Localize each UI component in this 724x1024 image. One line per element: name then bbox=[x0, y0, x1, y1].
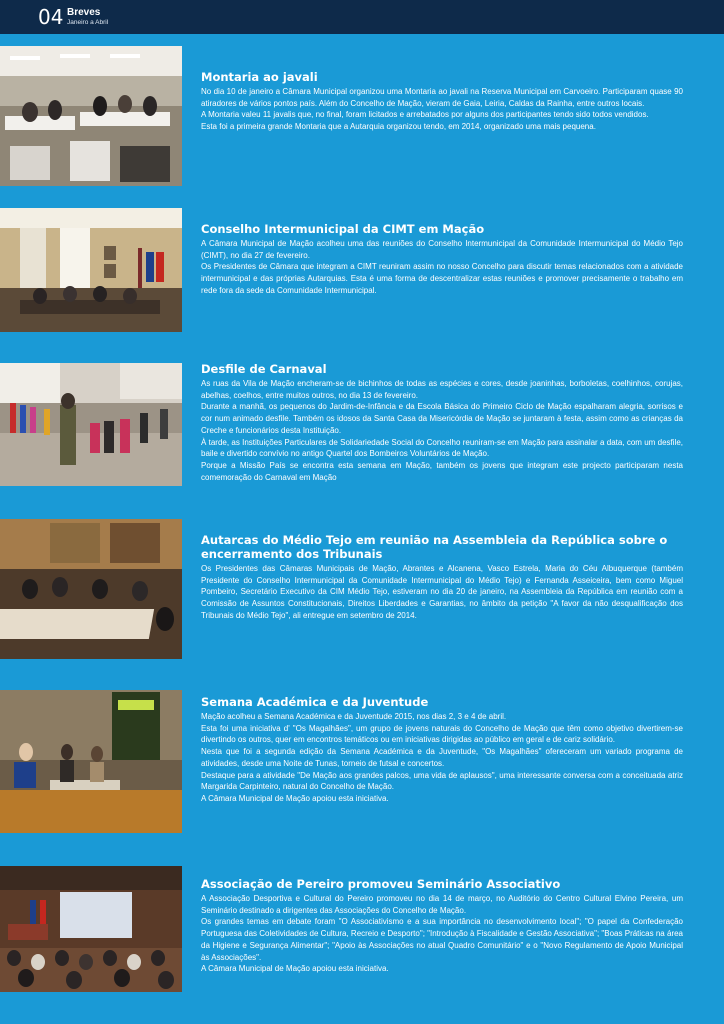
photo-council-meeting bbox=[0, 208, 182, 332]
article-text bbox=[201, 362, 683, 483]
page-header bbox=[0, 0, 724, 34]
section-title: Breves bbox=[67, 7, 101, 18]
article-paragraph: A Montaria valeu 11 javalis que, no final, foram licitados e arrebatados por alguns dos participantes tendo sido todos vendidos. bbox=[201, 110, 649, 120]
photo-assembly-meeting bbox=[0, 519, 182, 659]
article-paragraph: Esta foi a primeira grande Montaria que a Autarquia organizou tendo, em 2014, organizado uma mais pequena. bbox=[201, 122, 596, 132]
article-title: Semana Académica e da Juventude bbox=[201, 695, 429, 709]
article-paragraph: Os Presidentes de Câmara que integram a CIMT reuniram assim no nosso Concelho para discutir temas relacionados com a atividade intermunicipal e das próprias Autarquias. Esta é uma forma de descentralizar estas reuniões e promover precisamente o trabalho em rede fora da sede da Comunidade Intermunicipal. bbox=[201, 262, 683, 295]
photo-auditorium-talk bbox=[0, 690, 182, 833]
article-paragraph: Mação acolheu a Semana Académica e da Juventude 2015, nos dias 2, 3 e 4 de abril. bbox=[201, 712, 507, 721]
article-title: Montaria ao javali bbox=[201, 70, 318, 84]
photo-seminar-audience bbox=[0, 866, 182, 992]
article-paragraph: Esta foi uma iniciativa d' "Os Magalhães", um grupo de jovens naturais do Concelho de Mação que têm como objetivo divertirem-se divertindo os outros, quer em encontros temáticos ou em iniciativas dirigidas ao público em geral e de cariz solidário. bbox=[201, 723, 683, 745]
article-paragraph: Os grandes temas em debate foram "O Associativismo e a sua importância no desenvolvimento local"; "O papel da Confederação Portuguesa das Coletividades de Cultura, Recreio e Desporto"; "Introdução à Fiscalidade e Gestão Associativa"; "Boas Práticas na área da Higiene e Segurança Alimentar"; "Apoio às Associações no atual Quadro Comunitário" e o "Novo Regulamento de Apoio Municipal às Associações". bbox=[201, 917, 683, 962]
article-text bbox=[201, 877, 683, 975]
photo-banquet-hall bbox=[0, 46, 182, 186]
article-paragraph: A Câmara Municipal de Mação apoiou esta iniciativa. bbox=[201, 793, 389, 803]
article-paragraph: A Câmara Municipal de Mação apoiou esta iniciativa. bbox=[201, 964, 389, 974]
article-text bbox=[201, 695, 683, 805]
article-title: Desfile de Carnaval bbox=[201, 362, 327, 376]
article-paragraph: Nesta que foi a segunda edição da Semana Académica e da Juventude, "Os Magalhães" ofereceram um variado programa de atividades, desde uma Noite de Tunas, torneio de futsal e concertos. bbox=[201, 747, 683, 768]
photo-carnival-parade bbox=[0, 363, 182, 486]
article-title: Conselho Intermunicipal da CIMT em Mação bbox=[201, 222, 485, 236]
article-title: Autarcas do Médio Tejo em reunião na Assembleia da República sobre o encerramento dos Tribunais bbox=[201, 533, 668, 561]
article-paragraph: Destaque para a atividade "De Mação aos grandes palcos, uma vida de aplausos", uma interessante conversa com a conceituada atriz Margarida Carpinteiro, natural do Concelho de Mação. bbox=[201, 770, 683, 792]
article-paragraph: Durante a manhã, os pequenos do Jardim-de-Infância e da Escola Básica do Primeiro Ciclo de Mação espalharam alegria, sorrisos e cor num animado desfile. Também os idosos da Santa Casa da Misericórdia de Mação se juntaram à festa, assim como as crianças da Creche e funcionários desta Instituição. bbox=[201, 402, 683, 435]
article-paragraph: A Câmara Municipal de Mação acolheu uma das reuniões do Conselho Intermunicipal da Comunidade Intermunicipal do Médio Tejo (CIMT), no dia 27 de fevereiro. bbox=[201, 239, 683, 260]
article-paragraph: À tarde, as Instituições Particulares de Solidariedade Social do Concelho reuniram-se em Mação para assinalar a data, com um desfile, baile e divertido convívio no antigo Quartel dos Bombeiros Voluntários de Mação. bbox=[201, 437, 683, 459]
article-text bbox=[201, 222, 683, 297]
section-subtitle: Janeiro a Abril bbox=[67, 19, 109, 26]
article-paragraph: Porque a Missão País se encontra esta semana em Mação, também os jovens que integram este projecto participaram nesta comemoração do Carnaval em Mação bbox=[201, 460, 683, 482]
article-paragraph: No dia 10 de janeiro a Câmara Municipal organizou uma Montaria ao javali na Reserva Municipal em Carvoeiro. Participaram quase 90 atiradores de vários pontos país. Além do Concelho de Mação, vieram de Gaia, Leiria, Caldas da Rainha, entre outros locais. bbox=[201, 87, 683, 108]
article-text bbox=[201, 70, 683, 133]
article-paragraph: Os Presidentes das Câmaras Municipais de Mação, Abrantes e Alcanena, Vasco Estrela, Maria do Céu Albuquerque (também Presidente do Conselho Intermunicipal da Comunidade Intermunicipal do Médio Tejo) e Fernanda Asseiceira, bem como Miguel Pombeiro, Secretário Executivo da CIM Médio Tejo, estiveram no dia 20 de janeiro, na Assembleia da República em reunião com a Comissão de Assuntos Constitucionais, Direitos Liberdades e Garantias, no âmbito da petição "A favor da não desqualificação dos Tribunais do Médio Tejo", ali entregue em setembro de 2014. bbox=[201, 564, 683, 620]
page-number: 04 bbox=[38, 5, 64, 29]
article-text bbox=[201, 533, 683, 622]
article-paragraph: As ruas da Vila de Mação encheram-se de bichinhos de todas as espécies e cores, desde joaninhas, borboletas, coelhinhos, corujas, abelhas, coelhos, entre muitos outros, no dia 13 de fevereiro. bbox=[201, 379, 683, 400]
article-title: Associação de Pereiro promoveu Seminário Associativo bbox=[201, 877, 561, 891]
article-paragraph: A Associação Desportiva e Cultural do Pereiro promoveu no dia 14 de março, no Auditório do Centro Cultural Elvino Pereira, um Seminário destinado a dirigentes das Associações do Concelho de Mação. bbox=[201, 894, 683, 915]
